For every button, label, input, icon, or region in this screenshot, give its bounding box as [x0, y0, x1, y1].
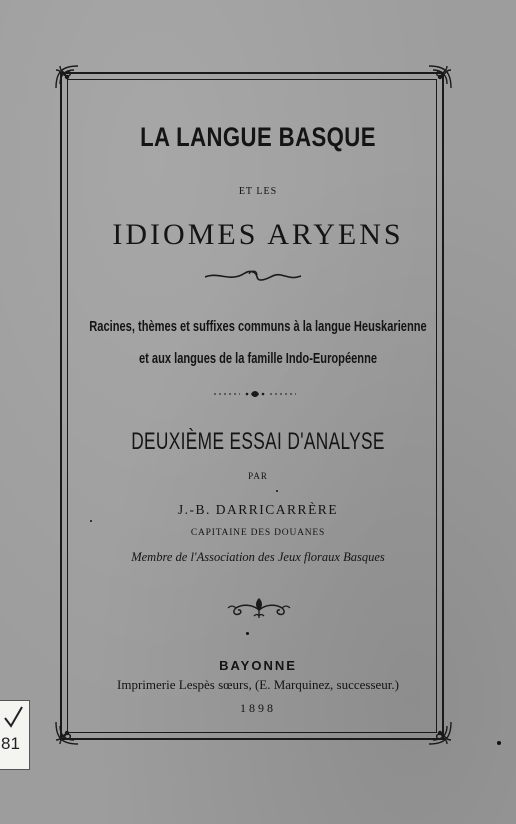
author-name: J.-B. DARRICARRÈRE — [177, 502, 339, 517]
subtitle-line-2: et aux langues de la famille Indo-Européenne — [138, 350, 378, 367]
sticker-number: 81 — [1, 734, 20, 753]
publication-year: 1898 — [240, 701, 276, 715]
subtitle-line-1: Racines, thèmes et suffixes communs à la langue Heuskarienne — [89, 318, 427, 335]
border-frame-inner — [67, 79, 437, 733]
author-membership: Membre de l'Association des Jeux floraux Basques — [131, 550, 385, 564]
floral-ornament-icon — [226, 594, 292, 620]
book-title: LA LANGUE BASQUE — [140, 122, 376, 152]
printer-name: Imprimerie Lespès sœurs, (E. Marquinez, successeur.) — [117, 677, 399, 692]
corner-ornament-icon — [425, 718, 455, 748]
book-title-second-line: IDIOMES ARYENS — [112, 218, 404, 251]
checkmark-icon — [2, 704, 24, 730]
essay-heading: DEUXIÈME ESSAI D'ANALYSE — [131, 428, 385, 455]
by-label: PAR — [248, 471, 268, 481]
flourish-icon — [203, 268, 303, 284]
paper-speck — [497, 741, 501, 745]
paper-speck — [276, 490, 278, 492]
corner-ornament-icon — [52, 718, 82, 748]
author-rank: CAPITAINE DES DOUANES — [190, 528, 326, 538]
paper-speck — [90, 520, 92, 522]
paper-speck — [246, 632, 249, 635]
corner-ornament-icon — [425, 62, 455, 92]
publisher-city: BAYONNE — [219, 658, 297, 673]
corner-ornament-icon — [52, 62, 82, 92]
title-connector: ET LES — [238, 186, 278, 197]
dotted-rule-icon — [214, 389, 296, 399]
